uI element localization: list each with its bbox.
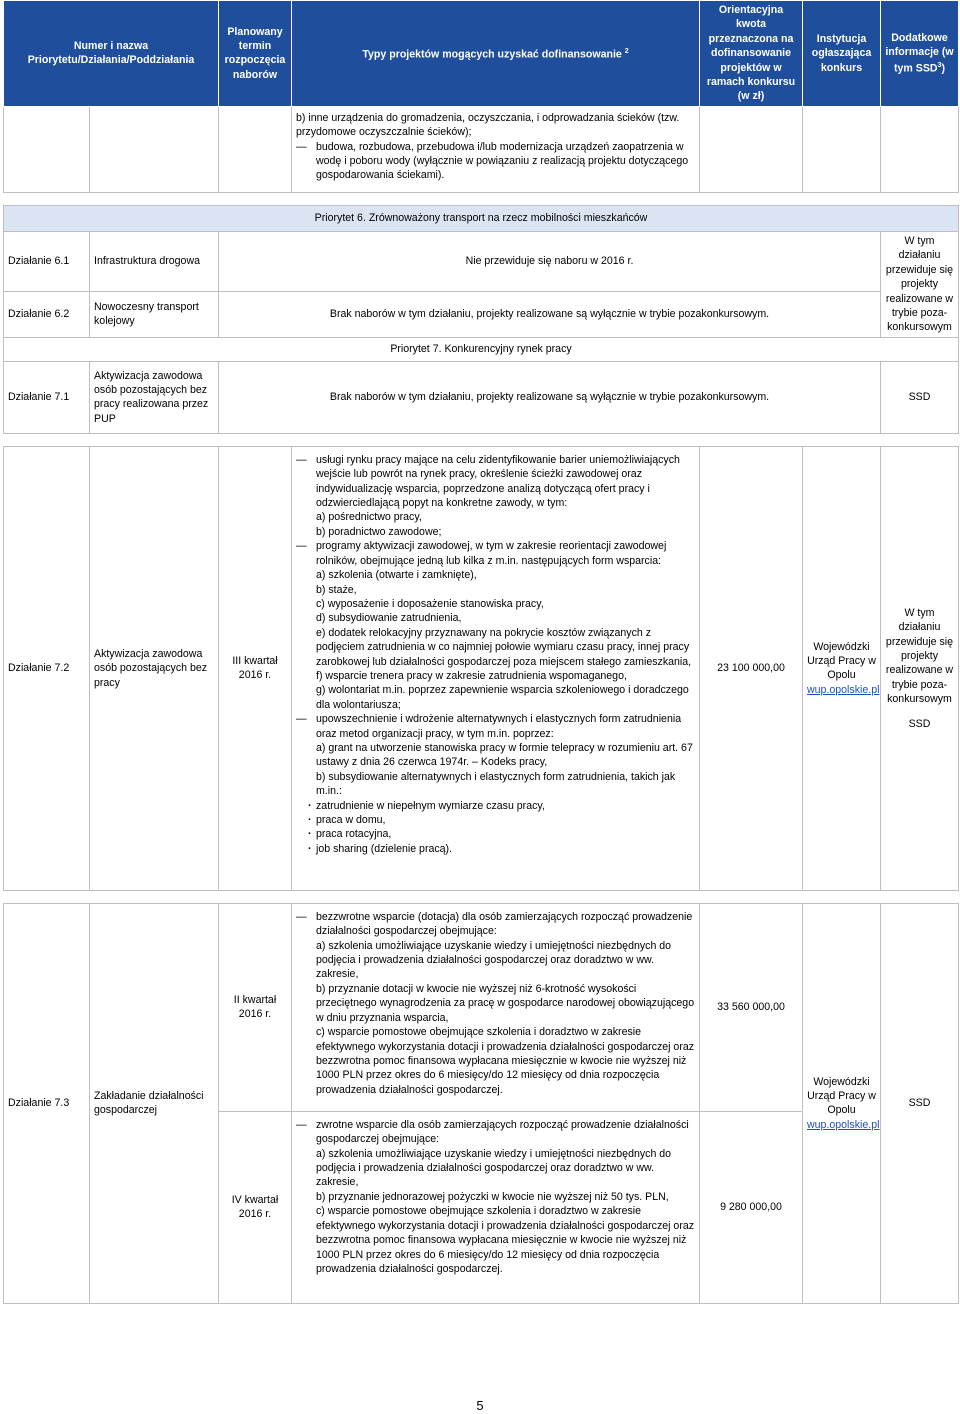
action-name: Nowoczesny transport kolejowy	[90, 291, 219, 337]
institution-name: Wojewódzki Urząd Pracy w Opolu	[807, 1075, 876, 1117]
list-item: c) wyposażenie i doposażenie stanowiska pracy,	[316, 597, 544, 610]
action-text: Brak naborów w tym działaniu, projekty realizowane są wyłącznie w trybie pozakonkursowym.	[219, 361, 881, 433]
header-start-term: Planowany termin rozpoczęcia naborów	[219, 1, 292, 107]
list-item: — budowa, rozbudowa, przebudowa i/lub modernizacja urządzeń zaopatrzenia w wodę i poboru wody (wyłącznie w powiązaniu z realizacją projektu dotyczącego gospodarowania ściekami).	[296, 140, 695, 183]
header-project-types: Typy projektów mogących uzyskać dofinansowanie $^2$	[292, 1, 700, 107]
action-number: Działanie 7.1	[4, 361, 90, 433]
list-item: — usługi rynku pracy mające na celu zidentyfikowanie barier uniemożliwiających wejście lub powrót na rynek pracy, określenie ścieżki zawodowej oraz indywidualizację wsparcia, poprzedzone analizą dotyczącą ofert pracy i odzwierciedlającą popyt na konkretne zawody, w tym:	[296, 453, 695, 511]
action-number: Działanie 6.1	[4, 231, 90, 291]
institution-link[interactable]: wup.opolskie.pl	[807, 1118, 880, 1131]
institution-link[interactable]: wup.opolskie.pl	[807, 683, 880, 696]
list-item: — programy aktywizacji zawodowej, w tym w zakresie reorientacji zawodowej rolników, obejmujące jedną lub kilka z m.in. następujących form wsparcia:	[296, 539, 695, 568]
list-item: b) subsydiowanie alternatywnych i elastycznych form zatrudnienia, takich jak m.in.:	[316, 770, 676, 798]
priority-6-row	[4, 205, 959, 231]
action-number: Działanie 6.2	[4, 291, 90, 337]
list-item: · zatrudnienie w niepełnym wymiarze czasu pracy,	[296, 799, 695, 813]
list-item: c) wsparcie pomostowe obejmujące szkolenia i doradztwo w zakresie efektywnego wykorzystania dotacji i prowadzenia działalności gospodarczej oraz bezzwrotna pomoc finansowa wypłacana miesięcznie w kwocie nie wyższej niż 1000 PLN przez okres do 6 miesięcy/do 12 miesięcy od dnia rozpoczęcia prowadzenia działalności gospodarczej.	[316, 1026, 695, 1096]
page	[3, 0, 958, 1304]
list-item: b) staże,	[316, 583, 357, 596]
header-priority-name: Numer i nazwa Priorytetu/Działania/Poddziałania	[4, 1, 219, 107]
project-types	[292, 1111, 700, 1303]
table-header-row	[4, 1, 959, 107]
list-item: g) wolontariat m.in. poprzez zapewnienie wsparcia szkoleniowego i doradczego dla wolontariusza;	[316, 684, 689, 711]
list-item: — bezzwrotne wsparcie (dotacja) dla osób zamierzających rozpocząć prowadzenie działalności gospodarczej obejmujące:	[296, 910, 695, 939]
additional-info-ssd: SSD	[908, 717, 931, 730]
page-number: 5	[476, 1398, 484, 1413]
additional-info-text: W tym działaniu przewiduje się projekty realizowane w trybie poza-konkursowym	[885, 606, 954, 706]
action-number: Działanie 7.2	[4, 446, 90, 890]
list-item: b) poradnictwo zawodowe;	[316, 525, 442, 538]
institution-name: Wojewódzki Urząd Pracy w Opolu	[807, 640, 876, 682]
table-row	[4, 903, 959, 1111]
action-text: Nie przewiduje się naboru w 2016 r.	[219, 231, 881, 291]
additional-info: W tym działaniu przewiduje się projekty realizowane w trybie poza-konkursowym	[881, 231, 959, 337]
table-row	[4, 361, 959, 433]
list-item: · praca rotacyjna,	[296, 827, 695, 841]
institution	[803, 446, 881, 890]
table-row	[4, 106, 959, 192]
start-term: II kwartał 2016 r.	[219, 903, 292, 1111]
list-item: a) szkolenia umożliwiające uzyskanie wiedzy i umiejętności niezbędnych do podjęcia i prowadzenia działalności gospodarczej oraz doradztwo w ww. zakresie,	[316, 939, 672, 981]
priority-7-row	[4, 337, 959, 361]
header-institution: Instytucja ogłaszająca konkurs	[803, 1, 881, 107]
priority-7-title: Priorytet 7. Konkurencyjny rynek pracy	[4, 337, 959, 361]
action-name: Aktywizacja zawodowa osób pozostających bez pracy	[90, 446, 219, 890]
additional-info: SSD	[881, 903, 959, 1303]
action-number: Działanie 7.3	[4, 903, 90, 1303]
list-item: a) pośrednictwo pracy,	[316, 511, 422, 524]
institution	[803, 903, 881, 1303]
table-row	[4, 291, 959, 337]
list-item: c) wsparcie pomostowe obejmujące szkolenia i doradztwo w zakresie efektywnego wykorzystania dotacji i prowadzenia działalności gospodarczej oraz bezzwrotna pomoc finansowa wypłacana miesięcznie w kwocie nie wyższej niż 1000 PLN przez okres do 6 miesięcy/do 12 miesięcy od dnia rozpoczęcia prowadzenia działalności gospodarczej.	[316, 1205, 695, 1275]
header-amount: Orientacyjna kwota przeznaczona na dofinansowanie projektów w ramach konkursu (w zł)	[700, 1, 803, 107]
table-row	[4, 231, 959, 291]
start-term: IV kwartał 2016 r.	[219, 1111, 292, 1303]
list-item: b) inne urządzenia do gromadzenia, oczyszczania, i odprowadzania ścieków (tzw. przydomowe oczyszczalnie ścieków);	[296, 111, 680, 139]
additional-info: SSD	[881, 361, 959, 433]
list-item: · job sharing (dzielenie pracą).	[296, 842, 695, 856]
list-item: · praca w domu,	[296, 813, 695, 827]
list-item: a) szkolenia (otwarte i zamknięte),	[316, 569, 477, 582]
list-item: f) wsparcie trenera pracy w zakresie zatrudnienia wspomaganego,	[316, 669, 627, 682]
table-row	[4, 446, 959, 890]
list-item: a) grant na utworzenie stanowiska pracy w formie telepracy w rozumieniu art. 67 ustawy z dnia 26 czerwca 1974r. – Kodeks pracy,	[316, 741, 693, 769]
action-name: Aktywizacja zawodowa osób pozostających bez pracy realizowana przez PUP	[90, 361, 219, 433]
project-types	[292, 446, 700, 890]
additional-info	[881, 446, 959, 890]
amount: 33 560 000,00	[700, 903, 803, 1111]
list-item: b) przyznanie jednorazowej pożyczki w kwocie nie wyższej niż 50 tys. PLN,	[316, 1190, 669, 1203]
list-item: — zwrotne wsparcie dla osób zamierzających rozpocząć prowadzenie działalności gospodarczej obejmujące:	[296, 1118, 695, 1147]
header-additional-info: Dodatkowe informacje (w tym SSD$^3$)	[881, 1, 959, 107]
amount: 23 100 000,00	[700, 446, 803, 890]
list-item: — upowszechnienie i wdrożenie alternatywnych i elastycznych form zatrudnienia oraz metod organizacji pracy, w tym m.in. poprzez:	[296, 712, 695, 741]
amount: 9 280 000,00	[700, 1111, 803, 1303]
action-name: Infrastruktura drogowa	[90, 231, 219, 291]
list-item: a) szkolenia umożliwiające uzyskanie wiedzy i umiejętności niezbędnych do podjęcia i prowadzenia działalności gospodarczej oraz doradztwo w ww. zakresie,	[316, 1147, 672, 1189]
list-item: d) subsydiowanie zatrudnienia,	[316, 612, 462, 625]
project-table	[3, 0, 959, 1304]
action-text: Brak naborów w tym działaniu, projekty realizowane są wyłącznie w trybie pozakonkursowym.	[219, 291, 881, 337]
list-item: b) przyznanie dotacji w kwocie nie wyższej niż 6-krotność wysokości przeciętnego wynagrodzenia za pracę w gospodarce narodowej obowiązującego w dniu przyznania wsparcia,	[316, 982, 695, 1024]
start-term: III kwartał 2016 r.	[219, 446, 292, 890]
priority-6-title: Priorytet 6. Zrównoważony transport na rzecz mobilności mieszkańców	[4, 205, 959, 231]
project-types	[292, 903, 700, 1111]
list-item: e) dodatek relokacyjny przyznawany na pokrycie kosztów związanych z podjęciem zatrudnienia w co najmniej połowie wymiaru czasu pracy, innej pracy zarobkowej lub działalności gospodarczej poza miejscem stałego zamieszkania,	[316, 626, 692, 668]
action-name: Zakładanie działalności gospodarczej	[90, 903, 219, 1303]
